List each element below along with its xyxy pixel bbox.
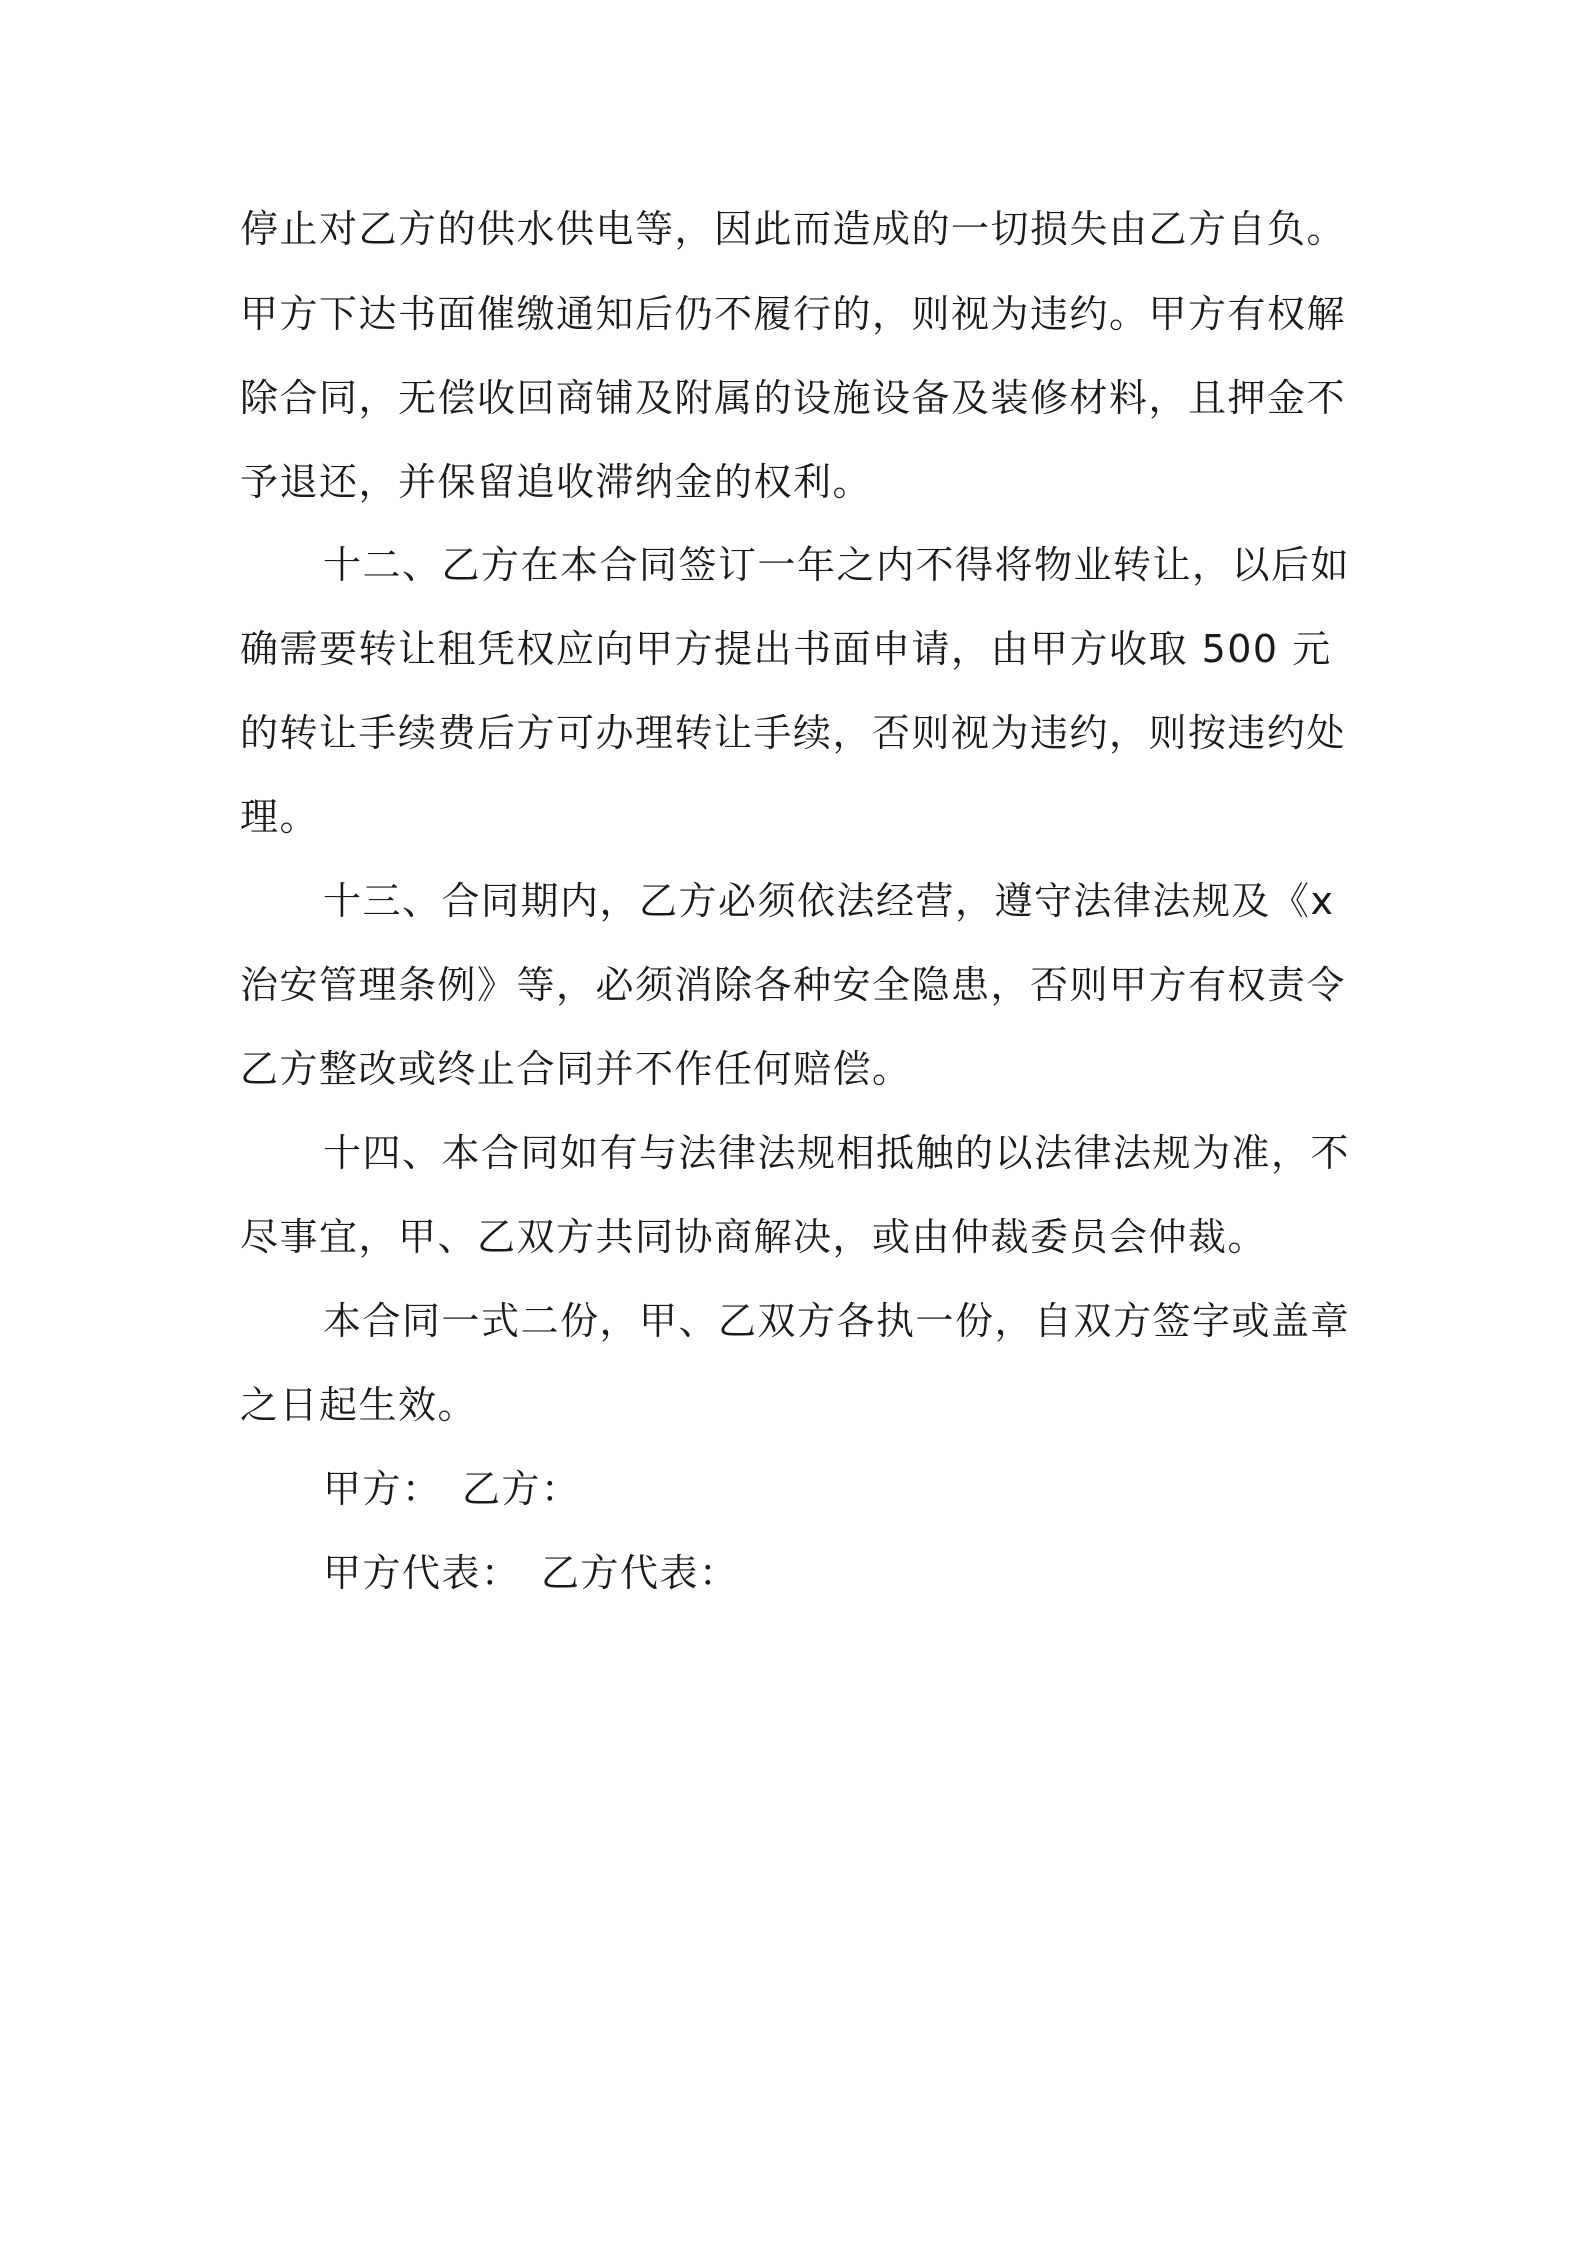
text-line: 治安管理条例》等，必须消除各种安全隐患，否则甲方有权责令: [240, 963, 1347, 1007]
text-line: 甲方下达书面催缴通知后仍不履行的，则视为违约。甲方有权解: [240, 292, 1347, 336]
text-line: 停止对乙方的供水供电等，因此而造成的一切损失由乙方自负。: [240, 207, 1347, 251]
text-line: 除合同，无偿收回商铺及附属的设施设备及装修材料，且押金不: [240, 376, 1347, 420]
text-line: 尽事宜，甲、乙双方共同协商解决，或由仲裁委员会仲裁。: [240, 1215, 1268, 1259]
clause-14-heading-line: 十四、本合同如有与法律法规相抵触的以法律法规为准，不: [323, 1131, 1351, 1175]
clause-12-heading-line: 十二、乙方在本合同签订一年之内不得将物业转让，以后如: [323, 543, 1351, 587]
copies-clause-line: 本合同一式二份，甲、乙双方各执一份，自双方签字或盖章: [323, 1299, 1351, 1343]
text-line: 理。: [240, 795, 320, 839]
text-line: 予退还，并保留追收滞纳金的权利。: [240, 460, 873, 504]
text-line: 之日起生效。: [240, 1383, 478, 1427]
text-line: 乙方整改或终止合同并不作任何赔偿。: [240, 1047, 912, 1091]
text-line: 的转让手续费后方可办理转让手续，否则视为违约，则按违约处: [240, 711, 1347, 755]
signature-parties-line: 甲方： 乙方：: [323, 1467, 581, 1511]
text-line: 确需要转让租凭权应向甲方提出书面申请，由甲方收取 500 元: [240, 627, 1332, 671]
clause-13-heading-line: 十三、合同期内，乙方必须依法经营，遵守法律法规及《x: [323, 879, 1335, 923]
signature-representatives-line: 甲方代表： 乙方代表：: [323, 1551, 739, 1595]
